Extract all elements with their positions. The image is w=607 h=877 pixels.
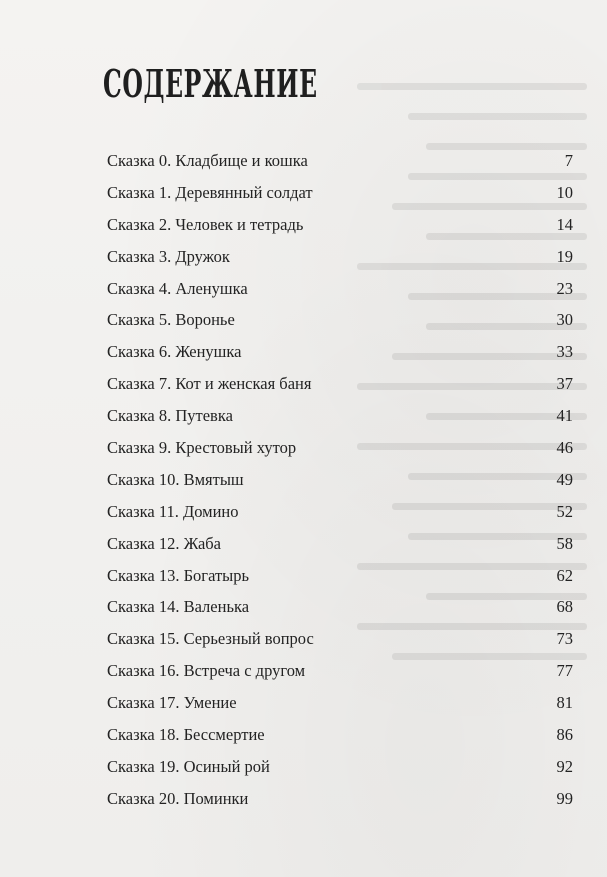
toc-entry-page: 81	[556, 693, 573, 713]
toc-entry-title: Сказка 14. Валенька	[107, 597, 250, 617]
toc-entry[interactable]	[107, 304, 573, 336]
toc-entry[interactable]	[107, 719, 573, 751]
toc-entry[interactable]	[107, 177, 573, 209]
toc-entry-title: Сказка 5. Воронье	[107, 310, 235, 330]
toc-entry-page: 68	[556, 597, 573, 617]
toc-entry-page: 58	[556, 533, 573, 553]
toc-entry[interactable]	[107, 623, 573, 655]
toc-entry-page: 73	[556, 629, 573, 649]
toc-entry-title: Сказка 1. Деревянный солдат	[107, 182, 313, 202]
toc-entry[interactable]	[107, 496, 573, 528]
toc-entry[interactable]	[107, 464, 573, 496]
toc-entry-page: 62	[556, 565, 573, 585]
toc-entry-page: 77	[556, 661, 573, 681]
toc-entry-page: 46	[556, 437, 573, 457]
toc-entry[interactable]	[107, 528, 573, 560]
toc-entry-page: 37	[556, 374, 573, 394]
toc-entry-page: 10	[556, 182, 573, 202]
toc-entry-page: 7	[564, 150, 573, 170]
toc-entry-page: 99	[556, 788, 573, 808]
toc-entry[interactable]	[107, 400, 573, 432]
toc-entry-page: 30	[556, 310, 573, 330]
toc-entry[interactable]	[107, 368, 573, 400]
toc-entry-title: Сказка 7. Кот и женская баня	[107, 374, 312, 394]
toc-entry-title: Сказка 4. Аленушка	[107, 278, 248, 298]
toc-entry-title: Сказка 18. Бессмертие	[107, 724, 265, 744]
toc-entry-title: Сказка 16. Встреча с другом	[107, 661, 306, 681]
toc-entry[interactable]	[107, 145, 573, 177]
toc-entry[interactable]	[107, 655, 573, 687]
toc-entry[interactable]	[107, 751, 573, 783]
toc-entry-title: Сказка 2. Человек и тетрадь	[107, 214, 304, 234]
table-of-contents	[107, 145, 573, 815]
toc-entry[interactable]	[107, 273, 573, 305]
toc-entry-title: Сказка 15. Серьезный вопрос	[107, 629, 314, 649]
toc-entry-title: Сказка 20. Поминки	[107, 788, 249, 808]
toc-entry-title: Сказка 3. Дружок	[107, 246, 230, 266]
toc-entry-page: 23	[556, 278, 573, 298]
toc-entry-title: Сказка 12. Жаба	[107, 533, 221, 553]
toc-entry[interactable]	[107, 209, 573, 241]
toc-entry-title: Сказка 13. Богатырь	[107, 565, 250, 585]
toc-entry-title: Сказка 8. Путевка	[107, 406, 233, 426]
toc-entry-page: 33	[556, 342, 573, 362]
toc-entry[interactable]	[107, 241, 573, 273]
toc-entry-page: 49	[556, 469, 573, 489]
toc-entry-page: 52	[556, 501, 573, 521]
toc-entry-title: Сказка 11. Домино	[107, 501, 239, 521]
page-title: СОДЕРЖАНИЕ	[103, 61, 318, 106]
toc-entry[interactable]	[107, 336, 573, 368]
toc-entry-page: 14	[556, 214, 573, 234]
toc-entry[interactable]	[107, 432, 573, 464]
toc-entry-title: Сказка 17. Умение	[107, 693, 237, 713]
toc-entry[interactable]	[107, 591, 573, 623]
toc-entry-title: Сказка 10. Вмятыш	[107, 469, 244, 489]
toc-entry[interactable]	[107, 687, 573, 719]
toc-entry-title: Сказка 6. Женушка	[107, 342, 242, 362]
toc-entry-page: 86	[556, 724, 573, 744]
toc-entry-title: Сказка 0. Кладбище и кошка	[107, 150, 308, 170]
toc-entry[interactable]	[107, 560, 573, 592]
toc-entry-title: Сказка 19. Осиный рой	[107, 756, 270, 776]
toc-entry-title: Сказка 9. Крестовый хутор	[107, 437, 297, 457]
toc-entry-page: 19	[556, 246, 573, 266]
toc-entry[interactable]	[107, 783, 573, 815]
toc-entry-page: 92	[556, 756, 573, 776]
toc-entry-page: 41	[556, 406, 573, 426]
